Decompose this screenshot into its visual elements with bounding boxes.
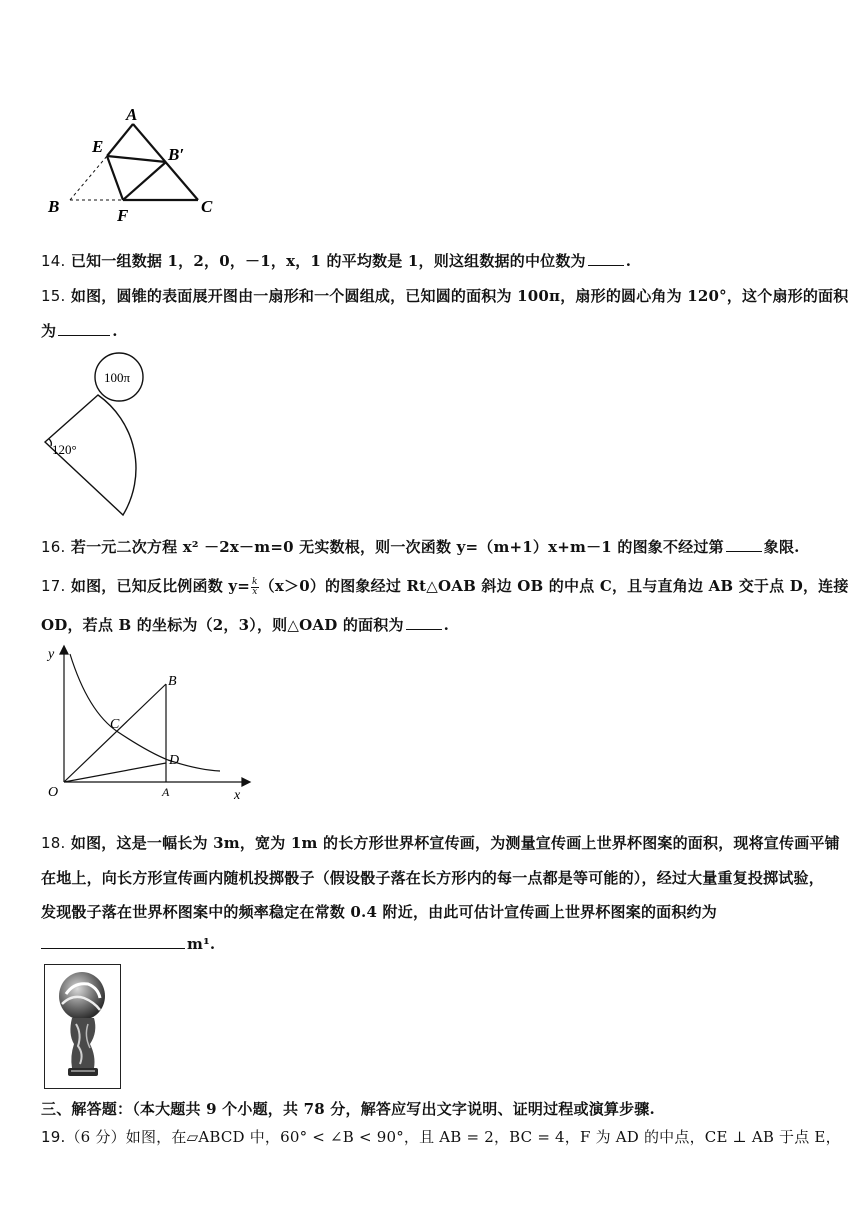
question-text: 若一元二次方程 x² －2x－m=0 无实数根，则一次函数 y=（m+1）x+m－1 的图象不经过第 xyxy=(70,538,724,556)
question-14: 14. 已知一组数据 1，2，0，－1，x，1 的平均数是 1，则这组数据的中位数为 . xyxy=(41,252,632,270)
question-15-line-1 xyxy=(41,285,848,306)
question-18-line-4: m¹. xyxy=(41,935,215,953)
label-O: O xyxy=(48,785,59,800)
label-B-prime: B′ xyxy=(168,145,185,164)
world-cup-trophy-picture xyxy=(44,964,122,1090)
answer-blank xyxy=(406,628,442,630)
label-D: D xyxy=(169,753,180,768)
label-A: A xyxy=(126,105,138,124)
question-18-line-3: 发现骰子落在世界杯图案中的频率稳定在常数 0.4 附近，由此可估计宣传画上世界杯图案的面积约为 xyxy=(41,903,717,921)
question-17-line-1: 17. 如图，已知反比例函数 y= $\frac{k}{x}$ （x＞0）的图象经过 Rt△OAB 斜边 OB 的中点 C，且与直角边 AB 交于点 D，连接 xyxy=(41,576,849,597)
section-3-header: 三、解答题：（本大题共 9 个小题，共 78 分，解答应写出文字说明、证明过程或演算步骤. xyxy=(41,1100,655,1118)
hyperbola-graph-figure xyxy=(38,642,258,807)
question-15-line-2: 为 . xyxy=(41,322,118,340)
question-18-line-2: 在地上，向长方形宣传画内随机投掷骰子（假设骰子落在长方形内的每一点都是等可能的），经过大量重复投掷试验， xyxy=(41,869,824,887)
question-number: 17. xyxy=(41,577,66,595)
cone-net-figure xyxy=(38,350,168,525)
question-16: 16. 若一元二次方程 x² －2x－m=0 无实数根，则一次函数 y=（m+1）x+m－1 的图象不经过第 象限. xyxy=(41,538,800,556)
fraction-k-over-x: $\frac{k}{x}$ xyxy=(252,576,258,597)
question-number: 19. xyxy=(41,1128,66,1146)
question-number: 15. xyxy=(41,287,66,305)
question-text: 如图，圆锥的表面展开图由一扇形和一个圆组成，已知圆的面积为 100π，扇形的圆心角为 120°，这个扇形的面积 xyxy=(70,287,849,305)
question-18-line-1: 18. 如图，这是一幅长为 3m，宽为 1m 的长方形世界杯宣传画，为测量宣传画上世界杯图案的面积，现将宣传画平铺 xyxy=(41,834,840,852)
answer-blank xyxy=(588,264,624,266)
angle-label: 120° xyxy=(52,442,77,457)
axis-label-y: y xyxy=(48,647,55,662)
circle-label: 100π xyxy=(104,370,131,385)
answer-blank xyxy=(726,550,762,552)
question-number: 18. xyxy=(41,834,66,852)
label-C: C xyxy=(201,197,213,216)
label-B: B xyxy=(48,197,60,216)
answer-blank xyxy=(58,334,110,336)
question-number: 16. xyxy=(41,538,66,556)
question-number: 14. xyxy=(41,252,66,270)
question-19 xyxy=(41,1126,841,1147)
label-C: C xyxy=(110,717,120,732)
triangle-fold-figure xyxy=(40,100,230,230)
answer-blank xyxy=(41,947,185,949)
label-A: A xyxy=(162,785,170,799)
axis-label-x: x xyxy=(234,788,241,803)
label-F: F xyxy=(117,206,129,225)
question-text: 已知一组数据 1，2，0，－1，x，1 的平均数是 1，则这组数据的中位数为 xyxy=(70,252,586,270)
label-E: E xyxy=(92,137,104,156)
question-17-line-2: OD，若点 B 的坐标为（2，3），则△OAD 的面积为 . xyxy=(41,616,450,634)
question-text: （6 分）如图，在▱ABCD 中，60° < ∠B < 90°，且 AB = 2，BC = 4，F 为 AD 的中点，CE ⊥ AB 于点 E， xyxy=(65,1128,841,1146)
label-B: B xyxy=(168,674,177,689)
